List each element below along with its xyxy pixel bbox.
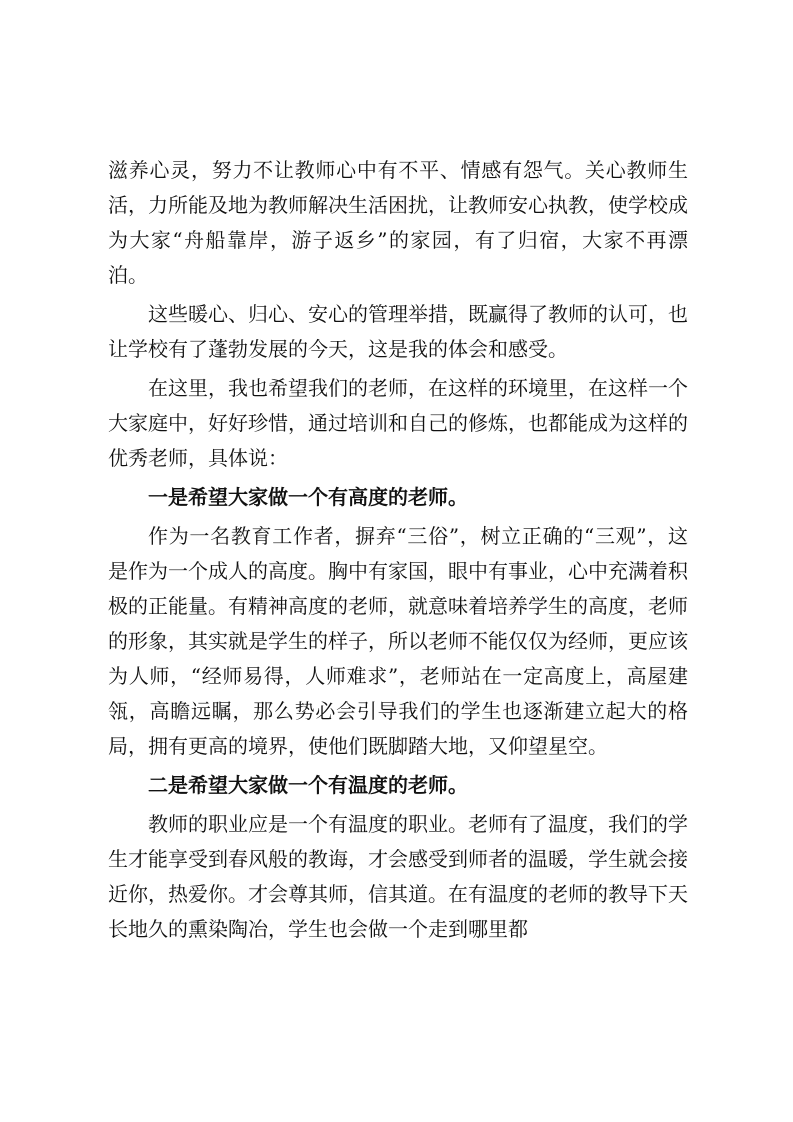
paragraph-management-measures: 这些暖心、归心、安心的管理举措，既赢得了教师的认可，也让学校有了蓬勃发展的今天，这是我的体会和感受。 xyxy=(108,302,688,361)
paragraph-hope-teachers: 在这里，我也希望我们的老师，在这样的环境里，在这样一个大家庭中，好好珍惜，通过培训和自己的修炼，也都能成为这样的优秀老师，具体说： xyxy=(108,376,688,470)
paragraph-height-teacher: 作为一名教育工作者，摒弃“三俗”，树立正确的“三观”，这是作为一个成人的高度。胸中有家国，眼中有事业，心中充满着积极的正能量。有精神高度的老师，就意味着培养学生的高度，老师的形象，其实就是学生的样子，所以老师不能仅仅为经师，更应该为人师，“经师易得，人师难求”，老师站在一定高度上，高屋建瓴，高瞻远瞩，那么势必会引导我们的学生也逐渐建立起大的格局，拥有更高的境界，使他们既脚踏大地，又仰望星空。 xyxy=(108,524,688,758)
paragraph-warmth-teacher: 教师的职业应是一个有温度的职业。老师有了温度，我们的学生才能享受到春风般的教诲，才会感受到师者的温暖，学生就会接近你，热爱你。才会尊其师，信其道。在有温度的老师的教导下天长地久的熏染陶冶，学生也会做一个走到哪里都 xyxy=(108,812,688,941)
paragraph-continuation: 滋养心灵，努力不让教师心中有不平、情感有怨气。关心教师生活，力所能及地为教师解决生活困扰，让教师安心执教，使学校成为大家“舟船靠岸，游子返乡”的家园，有了归宿，大家不再漂泊。 xyxy=(108,158,688,287)
document-page xyxy=(108,153,688,947)
heading-warmth-teacher: 二是希望大家做一个有温度的老师。 xyxy=(148,773,468,797)
heading-height-teacher: 一是希望大家做一个有高度的老师。 xyxy=(148,485,468,509)
